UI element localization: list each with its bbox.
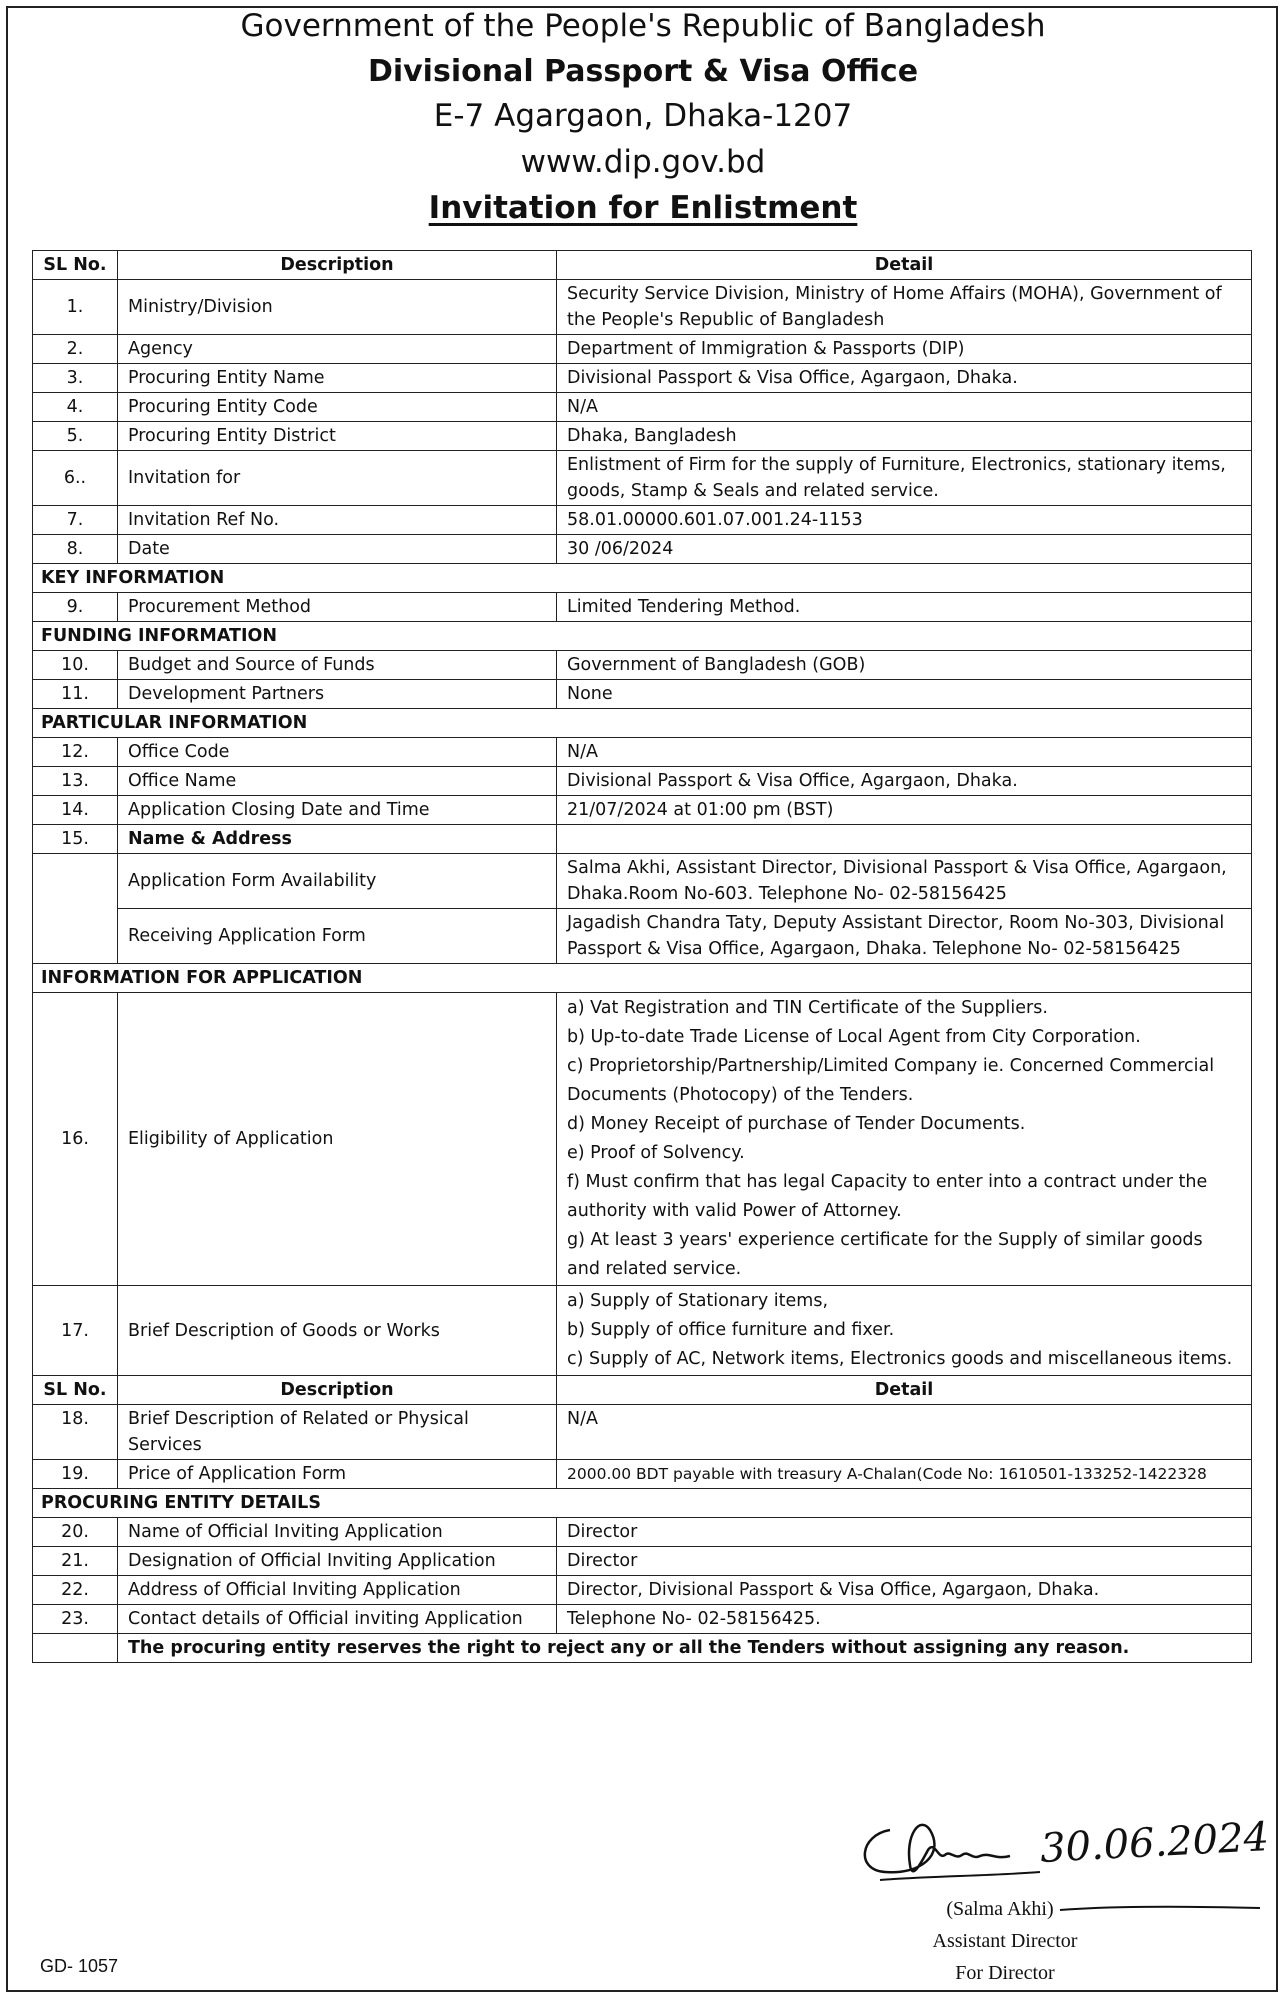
section-row bbox=[33, 1489, 1252, 1518]
enlistment-table bbox=[32, 250, 1252, 1663]
government-heading: Government of the People's Republic of Bangladesh bbox=[240, 8, 1046, 44]
table-row: 7. Invitation Ref No. 58.01.00000.601.07.001.24-1153 bbox=[33, 506, 1252, 535]
signatory-name: (Salma Akhi) bbox=[946, 1898, 1054, 1920]
table-row: 2. Agency Department of Immigration & Passports (DIP) bbox=[33, 335, 1252, 364]
section-row bbox=[33, 622, 1252, 651]
table-row: 8. Date 30 /06/2024 bbox=[33, 535, 1252, 564]
footer-note: The procuring entity reserves the right to reject any or all the Tenders without assigning any reason. bbox=[118, 1634, 1252, 1663]
list-item: c) Supply of AC, Network items, Electronics goods and miscellaneous items. bbox=[567, 1349, 1233, 1369]
col-sl-header: SL No. bbox=[33, 251, 118, 280]
list-item: a) Vat Registration and TIN Certificate of the Suppliers. bbox=[567, 998, 1048, 1018]
table-row: 15. Name & Address bbox=[33, 825, 1252, 854]
document-title: Invitation for Enlistment bbox=[428, 190, 858, 226]
list-item: d) Money Receipt of purchase of Tender Documents. bbox=[567, 1114, 1026, 1134]
col-detail-header: Detail bbox=[557, 251, 1252, 280]
table-row: 1. Ministry/Division Security Service Division, Ministry of Home Affairs (MOHA), Government of the People's Republic of Bangladesh bbox=[33, 280, 1252, 335]
list-item: g) At least 3 years' experience certificate for the Supply of similar goods and related service. bbox=[567, 1230, 1203, 1279]
table-row: Application Form Availability Salma Akhi, Assistant Director, Divisional Passport & Visa Office, Agargaon, Dhaka.Room No-603. Telephone No- 02-58156425 bbox=[33, 854, 1252, 909]
table-header-row bbox=[33, 251, 1252, 280]
signature-date: 30.06.2024 bbox=[1038, 1814, 1271, 1872]
goods-list bbox=[557, 1286, 1252, 1376]
footer-note-row bbox=[33, 1634, 1252, 1663]
list-item: b) Supply of office furniture and fixer. bbox=[567, 1320, 895, 1340]
list-item: c) Proprietorship/Partnership/Limited Company ie. Concerned Commercial Documents (Photocopy) of the Tenders. bbox=[567, 1056, 1215, 1105]
signature-block bbox=[850, 1810, 1270, 2000]
table-row: 16. Eligibility of Application a) Vat Registration and TIN Certificate of the Suppliers. b) Up-to-date Trade License of Local Agent from City Corporation. c) Proprietorship/Partnership/Limited Company ie. Concerned Commercial Documents (Photocopy) of the Tenders. d) Money Receipt of purchase of Tender Documents. e) Proof of Solvency. f) Must confirm that has legal Capacity to enter into a contract under the authority with valid Power of Attorney. g) At least 3 years' experience certificate for the Supply of similar goods and related service. bbox=[33, 993, 1252, 1286]
table-header-row: SL No. Description Detail bbox=[33, 1376, 1252, 1405]
table-row: 10. Budget and Source of Funds Government of Bangladesh (GOB) bbox=[33, 651, 1252, 680]
section-row bbox=[33, 709, 1252, 738]
list-item: f) Must confirm that has legal Capacity to enter into a contract under the authority with valid Power of Attorney. bbox=[567, 1172, 1208, 1221]
section-funding-information: FUNDING INFORMATION bbox=[33, 622, 1252, 651]
table-row: 6.. Invitation for Enlistment of Firm for the supply of Furniture, Electronics, stationary items, goods, Stamp & Seals and related service. bbox=[33, 451, 1252, 506]
table-row: 23. Contact details of Official inviting Application Telephone No- 02-58156425. bbox=[33, 1605, 1252, 1634]
table-row: 18. Brief Description of Related or Physical Services N/A bbox=[33, 1405, 1252, 1460]
table-row: 13. Office Name Divisional Passport & Visa Office, Agargaon, Dhaka. bbox=[33, 767, 1252, 796]
table-row: 19. Price of Application Form 2000.00 BDT payable with treasury A-Chalan(Code No: 1610501-133252-1422328 bbox=[33, 1460, 1252, 1489]
table-row: 3. Procuring Entity Name Divisional Passport & Visa Office, Agargaon, Dhaka. bbox=[33, 364, 1252, 393]
table-row: 11. Development Partners None bbox=[33, 680, 1252, 709]
list-item: b) Up-to-date Trade License of Local Agent from City Corporation. bbox=[567, 1027, 1141, 1047]
signatory-authority: For Director bbox=[955, 1962, 1055, 1984]
list-item: a) Supply of Stationary items, bbox=[567, 1291, 829, 1311]
office-website: www.dip.gov.bd bbox=[520, 144, 766, 180]
section-row bbox=[33, 564, 1252, 593]
section-key-information: KEY INFORMATION bbox=[33, 564, 1252, 593]
table-row: 17. Brief Description of Goods or Works a) Supply of Stationary items, b) Supply of office furniture and fixer. c) Supply of AC, Network items, Electronics goods and miscellaneous items. bbox=[33, 1286, 1252, 1376]
office-heading: Divisional Passport & Visa Office bbox=[367, 54, 919, 89]
table-row: 9. Procurement Method Limited Tendering Method. bbox=[33, 593, 1252, 622]
table-row: 22. Address of Official Inviting Application Director, Divisional Passport & Visa Office, Agargaon, Dhaka. bbox=[33, 1576, 1252, 1605]
signatory-title: Assistant Director bbox=[932, 1930, 1078, 1952]
table-row: 21. Designation of Official Inviting Application Director bbox=[33, 1547, 1252, 1576]
reference-code: GD- 1057 bbox=[40, 1956, 119, 1976]
office-address: E-7 Agargaon, Dhaka-1207 bbox=[433, 98, 853, 134]
section-information-for-application: INFORMATION FOR APPLICATION bbox=[33, 964, 1252, 993]
section-procuring-entity-details: PROCURING ENTITY DETAILS bbox=[33, 1489, 1252, 1518]
table-row: 4. Procuring Entity Code N/A bbox=[33, 393, 1252, 422]
eligibility-list bbox=[557, 993, 1252, 1286]
section-row bbox=[33, 964, 1252, 993]
table-row: 5. Procuring Entity District Dhaka, Bangladesh bbox=[33, 422, 1252, 451]
col-desc-header: Description bbox=[118, 251, 557, 280]
table-row: 14. Application Closing Date and Time 21/07/2024 at 01:00 pm (BST) bbox=[33, 796, 1252, 825]
list-item: e) Proof of Solvency. bbox=[567, 1143, 745, 1163]
table-row: 12. Office Code N/A bbox=[33, 738, 1252, 767]
table-row: Receiving Application Form Jagadish Chandra Taty, Deputy Assistant Director, Room No-303, Divisional Passport & Visa Office, Agargaon, Dhaka. Telephone No- 02-58156425 bbox=[33, 909, 1252, 964]
table-row: 20. Name of Official Inviting Application Director bbox=[33, 1518, 1252, 1547]
section-particular-information: PARTICULAR INFORMATION bbox=[33, 709, 1252, 738]
